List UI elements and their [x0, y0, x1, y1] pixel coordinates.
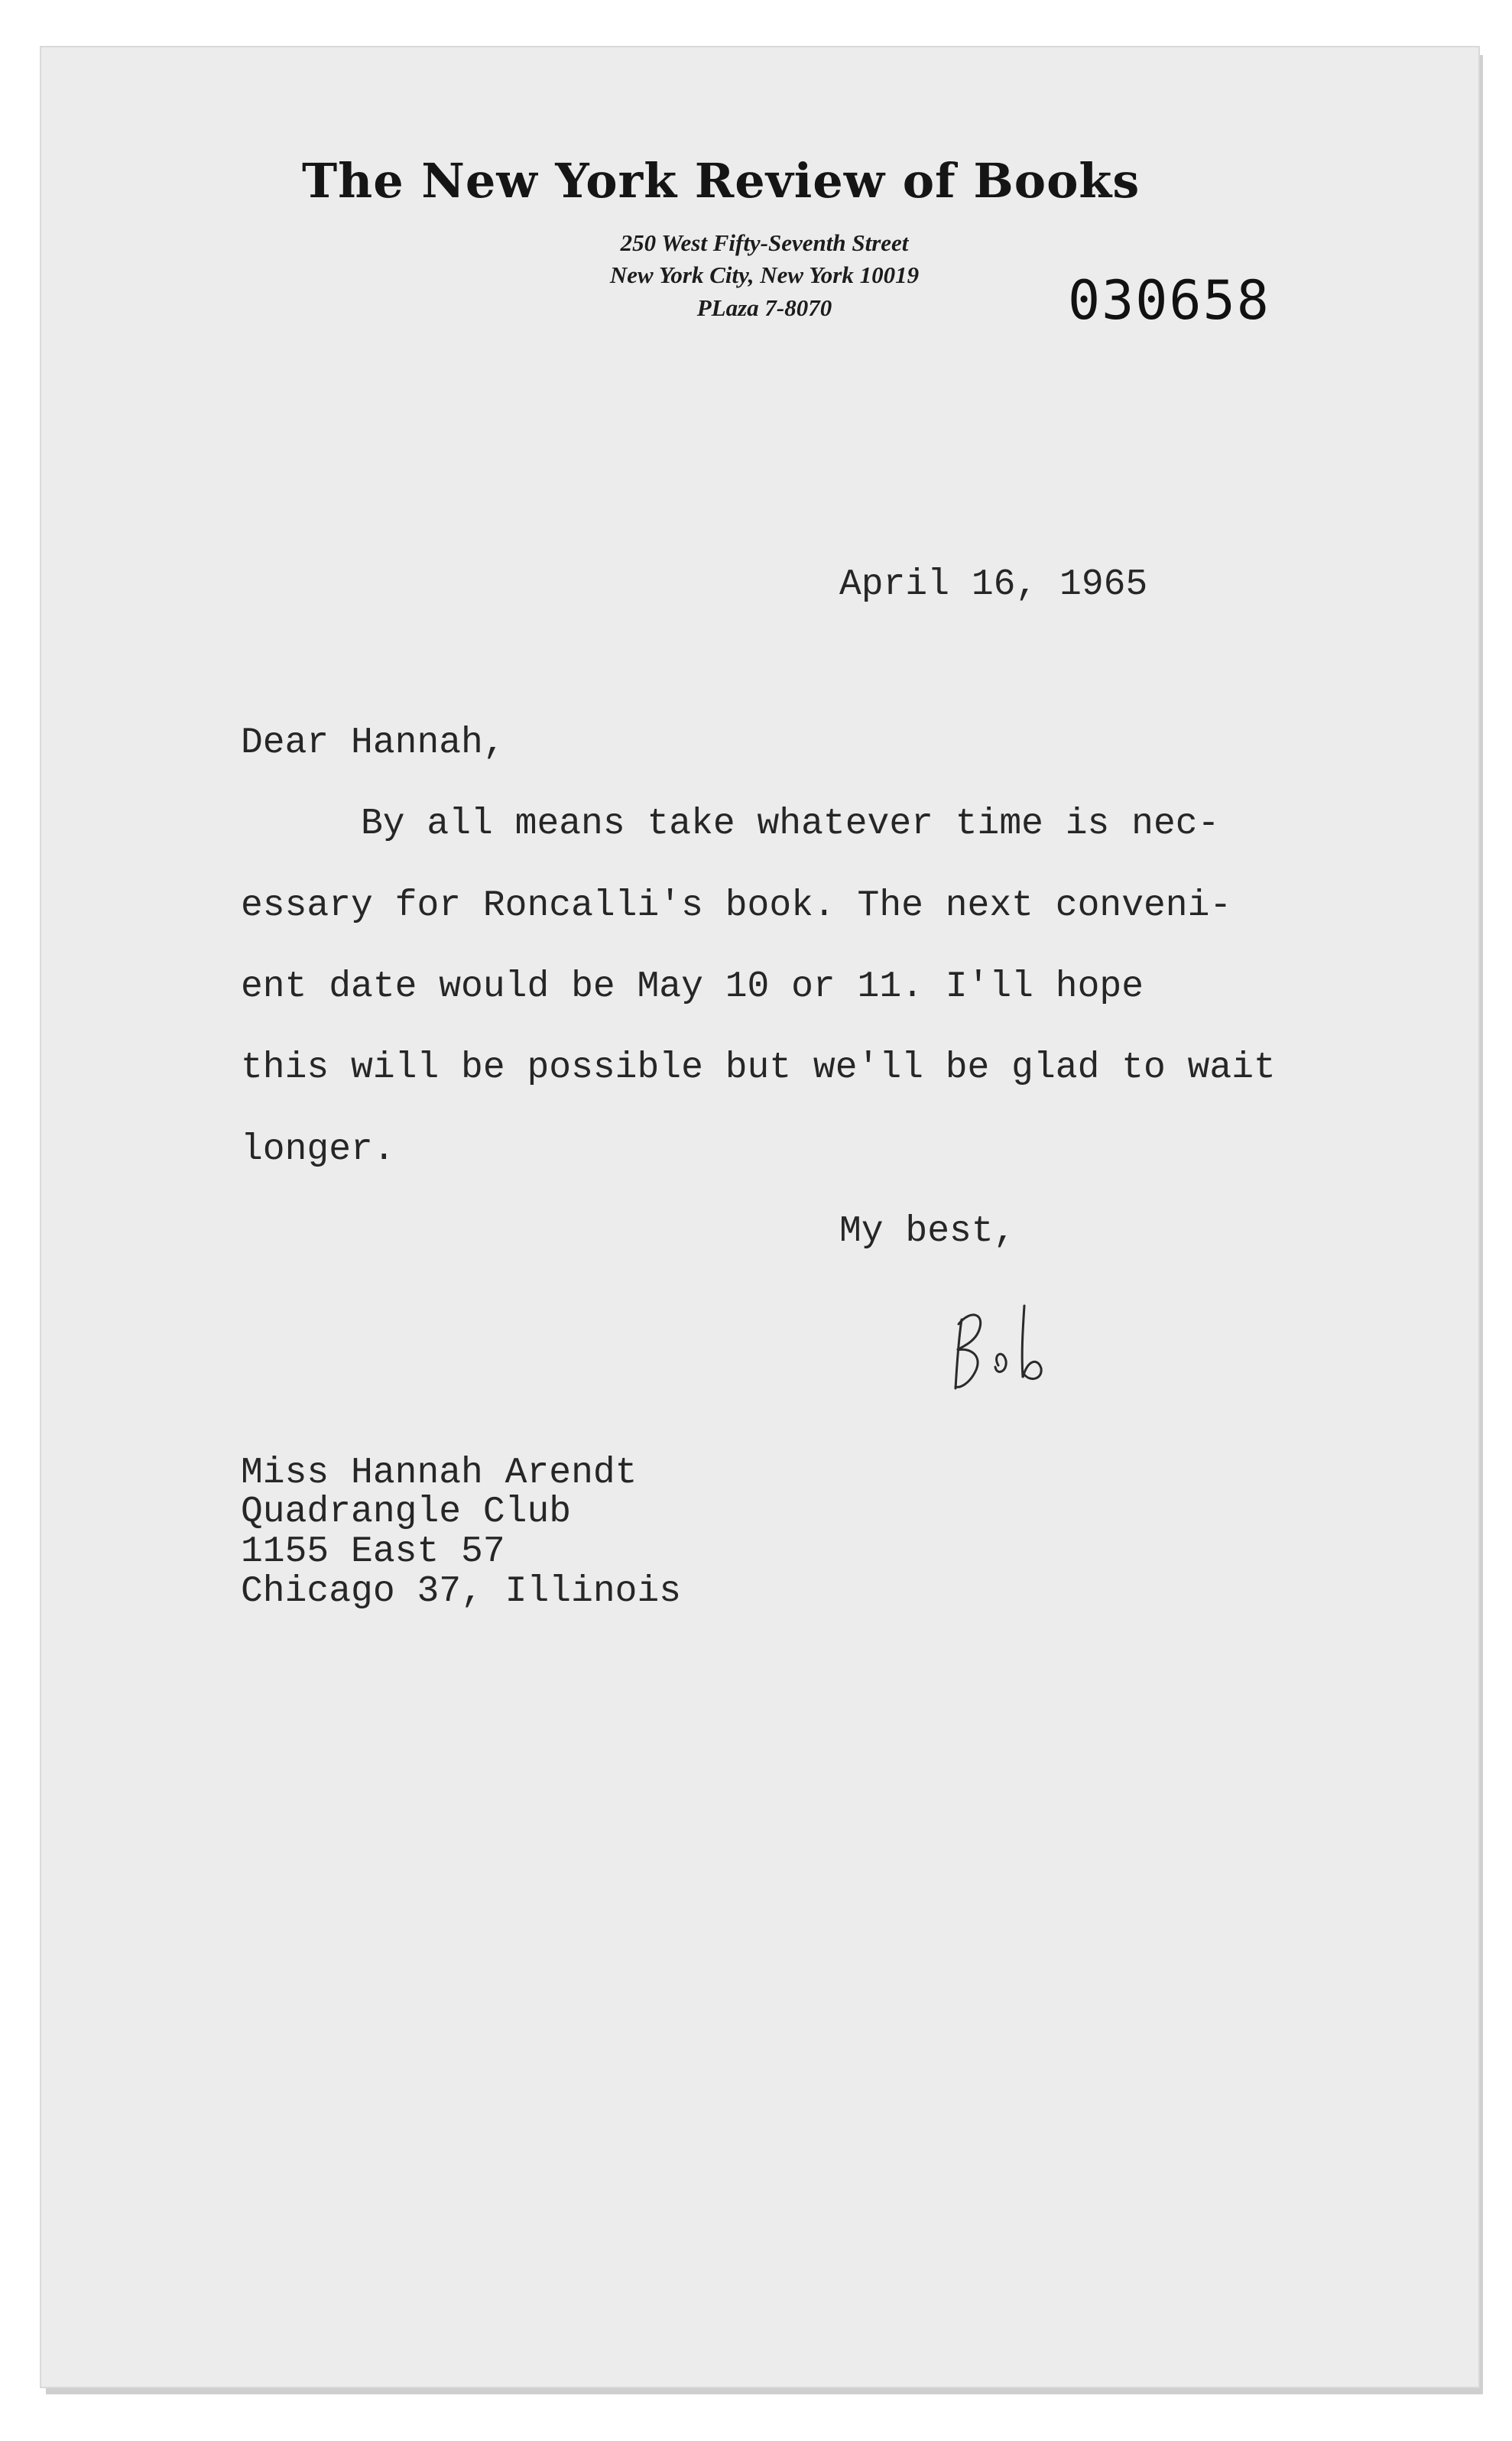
letterhead-title: The New York Review of Books: [302, 153, 1140, 209]
recipient-address-line: 1155 East 57: [241, 1531, 505, 1573]
letter-salutation: Dear Hannah,: [241, 722, 505, 764]
document-number-stamp: 030658: [1068, 269, 1270, 332]
letter-date: April 16, 1965: [839, 564, 1148, 605]
letter-page: [41, 47, 1478, 2387]
letter-body-line: longer.: [241, 1129, 395, 1170]
letter-body-line: ent date would be May 10 or 11. I'll hope: [241, 966, 1144, 1008]
letter-body-line: By all means take whatever time is nec-: [361, 803, 1220, 845]
letterhead-address-street: 250 West Fifty-Seventh Street: [620, 229, 909, 256]
recipient-address-line: Chicago 37, Illinois: [241, 1571, 682, 1612]
recipient-address-line: Quadrangle Club: [241, 1492, 572, 1533]
letter-closing: My best,: [839, 1211, 1016, 1252]
handwritten-signature: [948, 1292, 1063, 1399]
letter-body-line: essary for Roncalli's book. The next conveni-: [241, 885, 1232, 927]
letterhead-phone: PLaza 7-8070: [696, 294, 832, 321]
recipient-name: Miss Hannah Arendt: [241, 1453, 638, 1494]
letter-body-line: this will be possible but we'll be glad to wait: [241, 1047, 1276, 1089]
letterhead-address-city: New York City, New York 10019: [609, 261, 920, 288]
